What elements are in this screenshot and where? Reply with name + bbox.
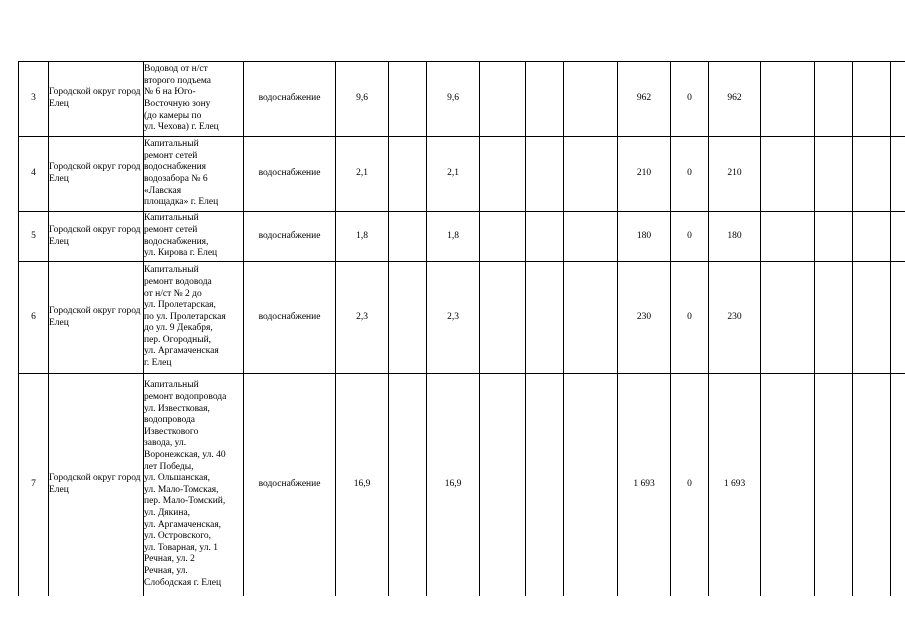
service-type-cell: водоснабжение: [244, 62, 336, 137]
table-row: [19, 212, 905, 262]
empty-cell: [480, 212, 526, 262]
empty-cell: [389, 262, 427, 374]
empty-cell: [761, 212, 815, 262]
amount-zero-cell: 0: [671, 212, 709, 262]
empty-cell: [853, 212, 891, 262]
project-description-cell: Капитальный ремонт сетей водоснабжения, ул. Кирова г. Елец: [144, 212, 244, 262]
amount-part-cell: 962: [709, 62, 761, 137]
row-number: 7: [19, 374, 49, 596]
amount-total-cell: 210: [618, 137, 671, 212]
empty-cell: [564, 262, 618, 374]
row-number: 6: [19, 262, 49, 374]
table-row: [19, 262, 905, 374]
empty-cell: [761, 374, 815, 596]
empty-cell: [891, 374, 905, 596]
length-part-cell: 16,9: [427, 374, 480, 596]
empty-cell: [564, 137, 618, 212]
row-number: 3: [19, 62, 49, 137]
empty-cell: [389, 374, 427, 596]
length-total-cell: 9,6: [336, 62, 389, 137]
amount-part-cell: 230: [709, 262, 761, 374]
empty-cell: [891, 137, 905, 212]
amount-zero-cell: 0: [671, 62, 709, 137]
amount-total-cell: 962: [618, 62, 671, 137]
empty-cell: [526, 137, 564, 212]
empty-cell: [564, 374, 618, 596]
empty-cell: [853, 137, 891, 212]
empty-cell: [480, 374, 526, 596]
length-part-cell: 2,1: [427, 137, 480, 212]
length-total-cell: 2,1: [336, 137, 389, 212]
service-type-cell: водоснабжение: [244, 374, 336, 596]
empty-cell: [389, 212, 427, 262]
service-type-cell: водоснабжение: [244, 137, 336, 212]
empty-cell: [389, 62, 427, 137]
amount-zero-cell: 0: [671, 262, 709, 374]
document-page: [18, 61, 878, 596]
empty-cell: [761, 62, 815, 137]
empty-cell: [853, 262, 891, 374]
empty-cell: [526, 374, 564, 596]
empty-cell: [526, 62, 564, 137]
empty-cell: [815, 374, 853, 596]
empty-cell: [815, 62, 853, 137]
project-description-cell: Капитальный ремонт водопровода ул. Известковая, водопровода Известкового завода, ул. Воронежская, ул. 40 лет Победы, ул. Ольшанская, ул. Мало-Томская, пер. Мало-Томский, ул. Дякина, ул. Аргамаченская, ул. Островского, ул. Товарная, ул. 1 Речная, ул. 2 Речная, ул. Слободская г. Елец: [144, 374, 244, 596]
empty-cell: [891, 62, 905, 137]
municipality-cell: Городской округ город Елец: [49, 62, 144, 137]
amount-part-cell: 180: [709, 212, 761, 262]
empty-cell: [564, 62, 618, 137]
table-row: [19, 62, 905, 137]
empty-cell: [480, 62, 526, 137]
empty-cell: [815, 137, 853, 212]
length-part-cell: 1,8: [427, 212, 480, 262]
empty-cell: [761, 262, 815, 374]
length-total-cell: 16,9: [336, 374, 389, 596]
empty-cell: [891, 262, 905, 374]
empty-cell: [526, 262, 564, 374]
service-type-cell: водоснабжение: [244, 212, 336, 262]
municipality-cell: Городской округ город Елец: [49, 212, 144, 262]
municipality-cell: Городской округ город Елец: [49, 262, 144, 374]
investment-table: [18, 61, 905, 596]
empty-cell: [761, 137, 815, 212]
municipality-cell: Городской округ город Елец: [49, 374, 144, 596]
empty-cell: [815, 212, 853, 262]
amount-part-cell: 210: [709, 137, 761, 212]
amount-zero-cell: 0: [671, 137, 709, 212]
amount-part-cell: 1 693: [709, 374, 761, 596]
project-description-cell: Водовод от н/ст второго подъема № 6 на Юго- Восточную зону (до камеры по ул. Чехова) г. Елец: [144, 62, 244, 137]
empty-cell: [480, 262, 526, 374]
amount-zero-cell: 0: [671, 374, 709, 596]
project-description-cell: Капитальный ремонт водовода от н/ст № 2 до ул. Пролетарская, по ул. Пролетарская до ул. 9 Декабря, пер. Огородный, ул. Аргамаченская г. Елец: [144, 262, 244, 374]
length-total-cell: 2,3: [336, 262, 389, 374]
table-row: [19, 374, 905, 596]
table-body: [19, 62, 905, 596]
empty-cell: [815, 262, 853, 374]
amount-total-cell: 1 693: [618, 374, 671, 596]
empty-cell: [480, 137, 526, 212]
municipality-cell: Городской округ город Елец: [49, 137, 144, 212]
table-row: [19, 137, 905, 212]
empty-cell: [853, 62, 891, 137]
row-number: 4: [19, 137, 49, 212]
empty-cell: [891, 212, 905, 262]
empty-cell: [389, 137, 427, 212]
empty-cell: [526, 212, 564, 262]
length-part-cell: 9,6: [427, 62, 480, 137]
length-part-cell: 2,3: [427, 262, 480, 374]
service-type-cell: водоснабжение: [244, 262, 336, 374]
empty-cell: [564, 212, 618, 262]
amount-total-cell: 180: [618, 212, 671, 262]
length-total-cell: 1,8: [336, 212, 389, 262]
project-description-cell: Капитальный ремонт сетей водоснабжения водозабора № 6 «Лавская площадка» г. Елец: [144, 137, 244, 212]
empty-cell: [853, 374, 891, 596]
row-number: 5: [19, 212, 49, 262]
amount-total-cell: 230: [618, 262, 671, 374]
